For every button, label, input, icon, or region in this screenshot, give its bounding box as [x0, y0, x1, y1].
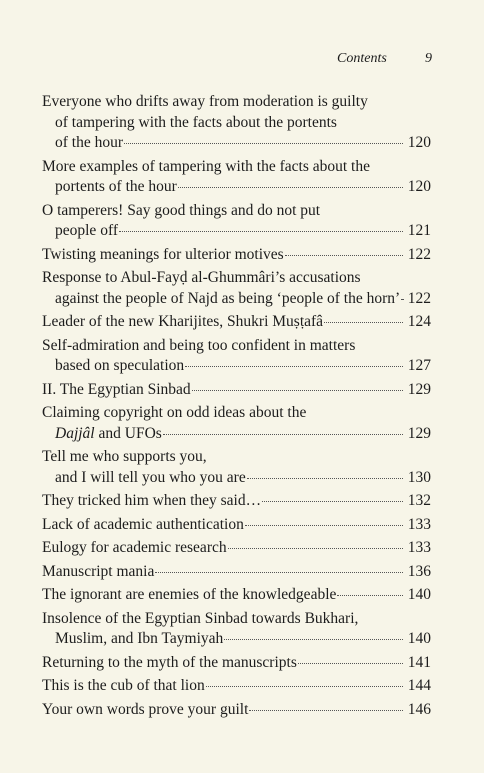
toc-entry-line: [42, 92, 431, 113]
toc-entry-line: [42, 245, 431, 266]
toc-page-number: 120: [407, 178, 431, 195]
toc-entry-text: and I will tell you who you are: [55, 468, 246, 486]
toc-entry-line: [42, 538, 431, 559]
running-header: [0, 51, 484, 71]
toc-entry-text: They tricked him when they said…: [42, 492, 262, 509]
toc-entry-line: [42, 312, 431, 333]
toc-page-number: 141: [407, 653, 431, 671]
toc-entry-text: Insolence of the Egyptian Sinbad towards Bukhari,: [42, 609, 359, 627]
toc-entry-text: Your own words prove your guilt: [42, 700, 249, 718]
toc-entry: [42, 538, 431, 559]
toc-entry-line: [42, 609, 431, 630]
toc-entry-text-italic: Dajjâl: [55, 424, 95, 442]
toc-page-number: 130: [407, 468, 431, 486]
toc-entry-line: [42, 653, 431, 674]
toc-page-number: 129: [407, 380, 431, 398]
toc-entry-text: Self-admiration and being too confident in matters: [42, 336, 356, 354]
toc-page-number: 120: [407, 134, 431, 151]
dot-leader: [119, 230, 403, 232]
toc-entry-text: More examples of tampering with the facts about the: [42, 157, 370, 175]
toc-entry-text: Everyone who drifts away from moderation is guilty: [42, 93, 368, 110]
toc-entry-text: Leader of the new Kharijites, Shukri Muṣṭafâ: [42, 313, 324, 330]
toc-entry: [42, 515, 431, 536]
toc-entry-text: people off: [55, 222, 118, 239]
toc-entry: [42, 312, 431, 333]
toc-entry-text: The ignorant are enemies of the knowledgeable: [42, 586, 337, 603]
toc-entry-line: [42, 157, 431, 178]
dot-leader: [206, 685, 403, 687]
dot-leader: [247, 477, 403, 479]
toc-entry-line: [42, 221, 431, 242]
toc-entry-line: [42, 562, 431, 583]
toc-entry-line: [42, 177, 431, 198]
toc-entry-text: Lack of academic authentication: [42, 515, 244, 533]
toc-page-number: 140: [407, 586, 431, 603]
toc-page-number: 121: [407, 222, 431, 239]
toc-entry-text: This is the cub of that lion: [42, 677, 205, 694]
toc-entry-line: [42, 491, 431, 512]
toc-entry: [42, 92, 431, 154]
toc-page-number: 129: [407, 424, 431, 442]
toc-entry-text: Returning to the myth of the manuscripts: [42, 653, 297, 671]
toc-entry: [42, 700, 431, 721]
toc-page-number: 133: [407, 515, 431, 533]
toc-entry: [42, 491, 431, 512]
toc-page-number: 122: [407, 245, 431, 263]
dot-leader: [285, 254, 403, 256]
toc-entry-line: [42, 380, 431, 401]
toc-page-number: 127: [407, 357, 431, 374]
dot-leader: [163, 433, 403, 435]
toc-entry-line: [42, 676, 431, 697]
toc-entry: [42, 676, 431, 697]
toc-entry-text: Response to Abul-Fayḍ al-Ghummâri’s accusations: [42, 269, 361, 286]
toc-entry: [42, 268, 431, 309]
toc-entry-text: Eulogy for academic research: [42, 539, 227, 556]
toc-entry-line: [42, 447, 431, 468]
toc-entry-text: against the people of Najd as being ‘people of the horn’: [55, 289, 401, 307]
toc-entry-text: and UFOs: [94, 424, 162, 442]
toc-page-number: 144: [407, 677, 431, 694]
toc-entry: [42, 336, 431, 377]
toc-entry: [42, 245, 431, 266]
dot-leader: [185, 365, 403, 367]
dot-leader: [249, 709, 402, 711]
toc-entry-line: [42, 700, 431, 721]
dot-leader: [155, 571, 402, 573]
toc-entry-line: [42, 289, 431, 310]
toc-entry-line: [42, 201, 431, 222]
toc-entry: [42, 609, 431, 650]
dot-leader: [124, 142, 403, 144]
toc-entry-text: of the hour: [55, 134, 124, 151]
toc-entry-line: [42, 515, 431, 536]
toc-page-number: 146: [407, 700, 431, 718]
table-of-contents: [42, 92, 431, 723]
toc-entry-line: [42, 113, 431, 134]
dot-leader: [245, 524, 403, 526]
toc-page-number: 140: [407, 630, 431, 647]
toc-entry-line: [42, 336, 431, 357]
toc-page-number: 136: [407, 562, 431, 580]
toc-entry-text: II. The Egyptian Sinbad: [42, 380, 191, 398]
toc-entry-line: [42, 585, 431, 606]
toc-entry: [42, 585, 431, 606]
toc-entry-text: based on speculation: [55, 357, 185, 374]
dot-leader: [228, 547, 403, 549]
toc-entry-line: [42, 424, 431, 445]
dot-leader: [401, 298, 403, 300]
toc-entry-text: Tell me who supports you,: [42, 448, 207, 465]
toc-entry-line: [42, 403, 431, 424]
toc-entry-text: Manuscript mania: [42, 562, 155, 580]
toc-entry: [42, 653, 431, 674]
toc-entry: [42, 380, 431, 401]
toc-entry: [42, 403, 431, 444]
dot-leader: [224, 638, 402, 640]
dot-leader: [337, 594, 402, 596]
toc-entry: [42, 201, 431, 242]
running-header-title: Contents: [337, 51, 387, 66]
toc-entry-line: [42, 133, 431, 154]
toc-entry-line: [42, 468, 431, 489]
toc-entry-text: portents of the hour: [55, 178, 177, 195]
toc-entry-line: [42, 356, 431, 377]
dot-leader: [298, 662, 403, 664]
toc-entry-text: O tamperers! Say good things and do not put: [42, 201, 321, 219]
toc-page-number: 133: [407, 539, 431, 556]
toc-entry-text: Muslim, and Ibn Taymiyah: [55, 630, 224, 647]
toc-entry-text: of tampering with the facts about the portents: [55, 113, 337, 131]
toc-entry-line: [42, 629, 431, 650]
toc-entry-text: Twisting meanings for ulterior motives: [42, 245, 284, 263]
dot-leader: [324, 321, 403, 323]
dot-leader: [262, 500, 403, 502]
toc-entry-line: [42, 268, 431, 289]
running-header-page-number: 9: [425, 51, 432, 66]
toc-entry-text: Claiming copyright on odd ideas about the: [42, 404, 307, 421]
toc-page-number: 122: [407, 289, 431, 307]
dot-leader: [192, 389, 403, 391]
toc-entry: [42, 157, 431, 198]
toc-page-number: 124: [407, 313, 431, 330]
toc-page-number: 132: [407, 492, 431, 509]
toc-entry: [42, 447, 431, 488]
toc-entry: [42, 562, 431, 583]
dot-leader: [178, 186, 403, 188]
